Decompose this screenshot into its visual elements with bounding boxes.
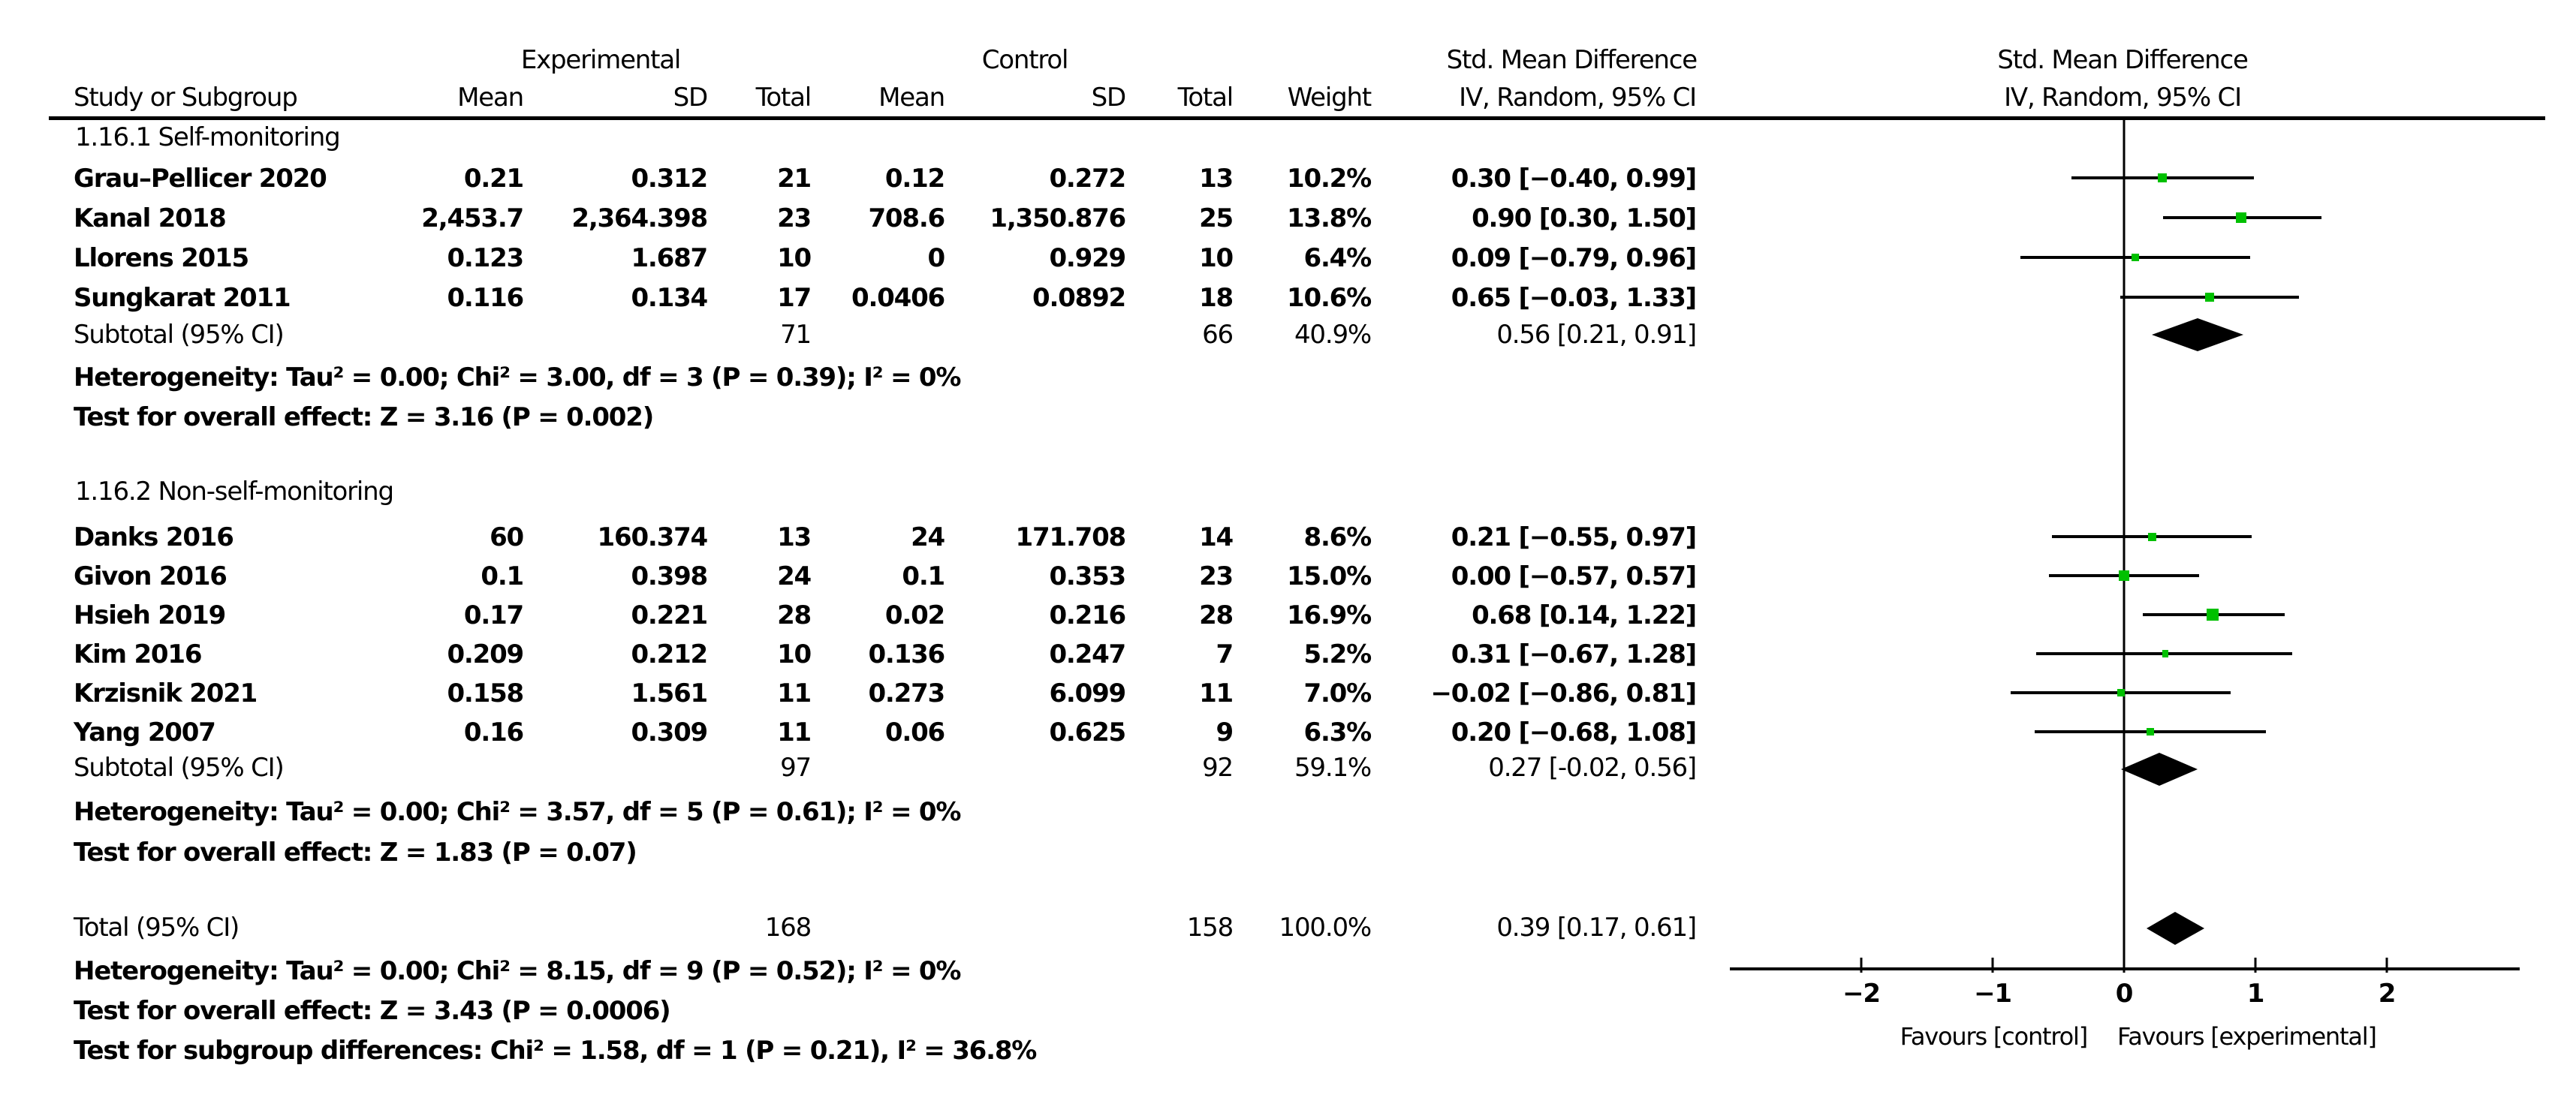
ci-line-yang — [2035, 728, 2266, 735]
weight: 15.0% — [1287, 561, 1371, 591]
exp-mean: 0.123 — [447, 243, 523, 273]
effect-ci: 0.68 [0.14, 1.22] — [1472, 600, 1696, 630]
study-name: Danks 2016 — [74, 522, 233, 552]
weight: 100.0% — [1279, 913, 1371, 943]
ci-line-grau-pellicer — [2071, 173, 2254, 182]
study-marker — [2148, 533, 2156, 541]
header-experimental: Experimental — [520, 45, 681, 75]
exp-total: 13 — [777, 522, 811, 552]
col-exp-sd: SD — [673, 83, 707, 113]
study-name: Hsieh 2019 — [74, 600, 226, 630]
ci-line-llorens — [2020, 254, 2250, 261]
study-name: Sungkarat 2011 — [74, 283, 291, 313]
ctrl-mean: 0.02 — [884, 600, 945, 630]
exp-total: 10 — [777, 639, 811, 669]
subtotal-label: Subtotal (95% CI) — [74, 320, 284, 350]
weight: 16.9% — [1287, 600, 1371, 630]
weight: 7.0% — [1303, 678, 1371, 708]
overall-effect-text: Test for overall effect: Z = 3.16 (P = 0.002) — [74, 402, 654, 432]
weight: 10.2% — [1287, 164, 1371, 194]
total-label: Total (95% CI) — [74, 913, 240, 943]
plot-header-method: IV, Random, 95% CI — [2004, 83, 2241, 113]
plot-header-title: Std. Mean Difference — [1997, 45, 2248, 75]
effect-ci: 0.31 [−0.67, 1.28] — [1451, 639, 1696, 669]
subtotal-2-diamond — [2121, 753, 2198, 786]
exp-sd: 1.687 — [631, 243, 707, 273]
tick-label: 2 — [2378, 979, 2396, 1009]
exp-total: 71 — [780, 320, 811, 350]
effect-ci: −0.02 [−0.86, 0.81] — [1430, 678, 1696, 708]
ctrl-total: 13 — [1199, 164, 1233, 194]
col-ctrl-sd: SD — [1091, 83, 1125, 113]
weight: 40.9% — [1294, 320, 1371, 350]
exp-total: 10 — [777, 243, 811, 273]
total-heterogeneity-text: Heterogeneity: Tau² = 0.00; Chi² = 8.15, df = 9 (P = 0.52); I² = 0% — [74, 956, 961, 986]
effect-ci: 0.30 [−0.40, 0.99] — [1451, 164, 1696, 194]
col-ctrl-mean: Mean — [878, 83, 945, 113]
exp-mean: 60 — [490, 522, 523, 552]
effect-ci: 0.20 [−0.68, 1.08] — [1451, 717, 1696, 748]
ci-line-givon — [2049, 570, 2199, 581]
effect-ci: 0.27 [-0.02, 0.56] — [1488, 753, 1696, 783]
weight: 8.6% — [1303, 522, 1371, 552]
ctrl-sd: 0.353 — [1049, 561, 1125, 591]
favours-experimental-label: Favours [experimental] — [2117, 1022, 2376, 1051]
exp-mean: 0.209 — [447, 639, 523, 669]
ci-line-sungkarat — [2120, 293, 2299, 302]
study-marker — [2117, 689, 2125, 696]
favours-control-label: Favours [control] — [1900, 1022, 2087, 1051]
ctrl-sd: 0.0892 — [1032, 283, 1125, 313]
ci-line-hsieh — [2143, 609, 2285, 621]
total-diamond — [2147, 912, 2204, 945]
study-marker — [2132, 254, 2139, 261]
ctrl-mean: 0.06 — [884, 717, 945, 748]
ctrl-sd: 6.099 — [1049, 678, 1125, 708]
ctrl-total: 25 — [1199, 203, 1233, 233]
study-marker — [2147, 728, 2154, 735]
exp-total: 21 — [777, 164, 811, 194]
exp-mean: 0.21 — [463, 164, 523, 194]
col-study: Study or Subgroup — [74, 83, 297, 113]
ctrl-total: 18 — [1199, 283, 1233, 313]
ctrl-mean: 0.12 — [884, 164, 945, 194]
exp-sd: 2,364.398 — [571, 203, 707, 233]
ctrl-total: 11 — [1199, 678, 1233, 708]
exp-total: 23 — [777, 203, 811, 233]
study-marker — [2236, 212, 2246, 223]
subtotal-label: Subtotal (95% CI) — [74, 753, 284, 783]
weight: 5.2% — [1303, 639, 1371, 669]
exp-sd: 1.561 — [631, 678, 707, 708]
exp-total: 11 — [777, 678, 811, 708]
study-marker — [2119, 570, 2129, 581]
exp-sd: 0.398 — [631, 561, 707, 591]
exp-total: 11 — [777, 717, 811, 748]
ctrl-sd: 0.247 — [1049, 639, 1125, 669]
study-marker — [2207, 609, 2219, 621]
ctrl-sd: 0.929 — [1049, 243, 1125, 273]
weight: 6.4% — [1303, 243, 1371, 273]
tick-label: 0 — [2115, 979, 2133, 1009]
exp-total: 168 — [764, 913, 811, 943]
tick-label: −1 — [1974, 979, 2011, 1009]
ctrl-mean: 0 — [927, 243, 945, 273]
exp-sd: 0.312 — [631, 164, 707, 194]
ctrl-total: 23 — [1199, 561, 1233, 591]
ctrl-total: 7 — [1216, 639, 1233, 669]
ctrl-total: 14 — [1199, 522, 1233, 552]
weight: 10.6% — [1287, 283, 1371, 313]
ci-line-kanal — [2163, 212, 2321, 223]
exp-sd: 0.212 — [631, 639, 707, 669]
tick-label: −2 — [1842, 979, 1880, 1009]
study-name: Givon 2016 — [74, 561, 227, 591]
ctrl-mean: 0.0406 — [851, 283, 945, 313]
ctrl-mean: 0.273 — [868, 678, 945, 708]
ctrl-total: 66 — [1202, 320, 1233, 350]
exp-mean: 0.1 — [481, 561, 523, 591]
effect-ci: 0.65 [−0.03, 1.33] — [1451, 283, 1696, 313]
total-overall-effect-text: Test for overall effect: Z = 3.43 (P = 0.0006) — [74, 996, 670, 1026]
exp-mean: 0.116 — [447, 283, 523, 313]
effect-ci: 0.00 [−0.57, 0.57] — [1451, 561, 1696, 591]
exp-sd: 0.134 — [631, 283, 707, 313]
exp-sd: 0.221 — [631, 600, 707, 630]
exp-total: 17 — [777, 283, 811, 313]
ctrl-sd: 171.708 — [1015, 522, 1125, 552]
exp-total: 97 — [780, 753, 811, 783]
study-name: Grau–Pellicer 2020 — [74, 164, 327, 194]
exp-total: 24 — [777, 561, 811, 591]
study-name: Yang 2007 — [74, 717, 215, 748]
exp-sd: 0.309 — [631, 717, 707, 748]
tick-label: 1 — [2246, 979, 2264, 1009]
exp-mean: 0.16 — [463, 717, 523, 748]
weight: 13.8% — [1287, 203, 1371, 233]
ctrl-total: 9 — [1216, 717, 1233, 748]
study-name: Krzisnik 2021 — [74, 678, 258, 708]
effect-ci: 0.90 [0.30, 1.50] — [1472, 203, 1696, 233]
col-exp-total: Total — [755, 83, 811, 113]
effect-ci: 0.56 [0.21, 0.91] — [1496, 320, 1696, 350]
subgroup-2-label: 1.16.2 Non-self-monitoring — [75, 477, 393, 507]
ctrl-mean: 708.6 — [868, 203, 945, 233]
ctrl-sd: 1,350.876 — [990, 203, 1125, 233]
ctrl-sd: 0.272 — [1049, 164, 1125, 194]
ctrl-total: 10 — [1199, 243, 1233, 273]
study-marker — [2162, 650, 2168, 657]
subtotal-1-diamond — [2152, 318, 2243, 351]
ctrl-sd: 0.216 — [1049, 600, 1125, 630]
col-ci: IV, Random, 95% CI — [1459, 83, 1696, 113]
header-effect-title: Std. Mean Difference — [1446, 45, 1697, 75]
header-control: Control — [981, 45, 1068, 75]
col-ctrl-total: Total — [1177, 83, 1233, 113]
ctrl-total: 158 — [1186, 913, 1233, 943]
ctrl-total: 28 — [1199, 600, 1233, 630]
exp-mean: 2,453.7 — [421, 203, 523, 233]
study-marker — [2158, 173, 2167, 182]
col-exp-mean: Mean — [457, 83, 523, 113]
ctrl-mean: 0.136 — [868, 639, 945, 669]
exp-mean: 0.17 — [463, 600, 523, 630]
study-name: Llorens 2015 — [74, 243, 249, 273]
weight: 6.3% — [1303, 717, 1371, 748]
ctrl-sd: 0.625 — [1049, 717, 1125, 748]
ctrl-mean: 24 — [911, 522, 945, 552]
ctrl-mean: 0.1 — [902, 561, 945, 591]
weight: 59.1% — [1294, 753, 1371, 783]
effect-ci: 0.21 [−0.55, 0.97] — [1451, 522, 1696, 552]
overall-effect-text: Test for overall effect: Z = 1.83 (P = 0.07) — [74, 838, 637, 868]
study-name: Kim 2016 — [74, 639, 202, 669]
exp-sd: 160.374 — [597, 522, 707, 552]
ci-line-krzisnik — [2011, 689, 2231, 696]
ctrl-total: 92 — [1202, 753, 1233, 783]
study-name: Kanal 2018 — [74, 203, 226, 233]
ci-line-kim — [2036, 650, 2292, 657]
study-marker — [2205, 293, 2214, 302]
effect-ci: 0.39 [0.17, 0.61] — [1496, 913, 1696, 943]
heterogeneity-text: Heterogeneity: Tau² = 0.00; Chi² = 3.57, df = 5 (P = 0.61); I² = 0% — [74, 797, 961, 827]
subgroup-1-label: 1.16.1 Self-monitoring — [75, 122, 340, 152]
heterogeneity-text: Heterogeneity: Tau² = 0.00; Chi² = 3.00, df = 3 (P = 0.39); I² = 0% — [74, 362, 961, 393]
exp-mean: 0.158 — [447, 678, 523, 708]
col-weight: Weight — [1287, 83, 1371, 113]
ci-line-danks — [2052, 533, 2252, 541]
exp-total: 28 — [777, 600, 811, 630]
subgroup-differences-text: Test for subgroup differences: Chi² = 1.58, df = 1 (P = 0.21), I² = 36.8% — [74, 1036, 1037, 1066]
effect-ci: 0.09 [−0.79, 0.96] — [1451, 243, 1696, 273]
